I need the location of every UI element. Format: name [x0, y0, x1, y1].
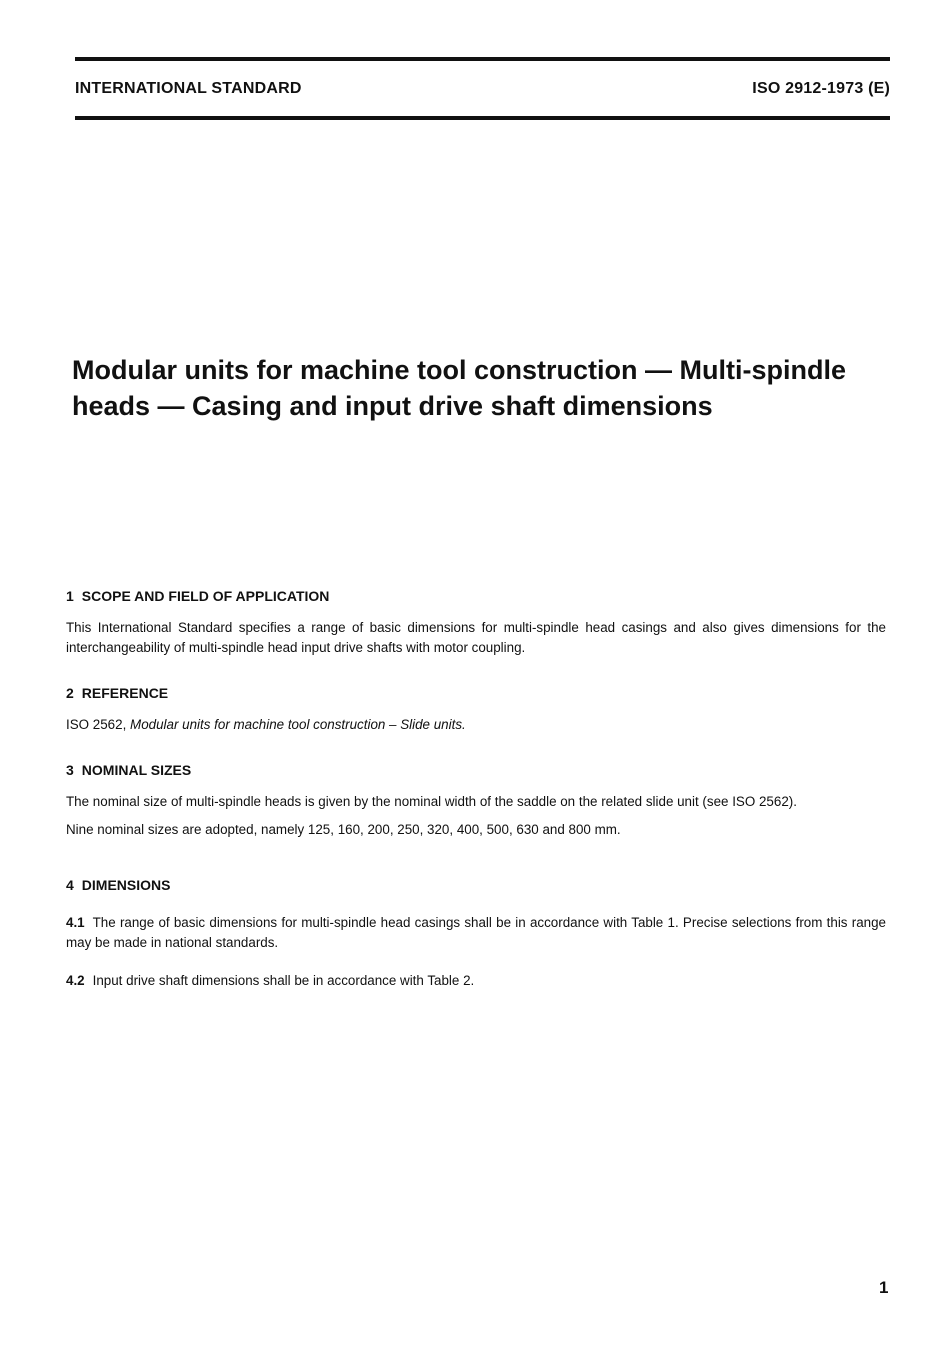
clause-number: 4.2 [66, 973, 85, 988]
header-standard-label: INTERNATIONAL STANDARD [75, 80, 302, 97]
section-heading [66, 683, 886, 703]
header-standard-number: ISO 2912-1973 (E) [752, 80, 890, 97]
section-heading [66, 760, 886, 780]
section-nominal-sizes [66, 760, 886, 848]
clause-text: The range of basic dimensions for multi-spindle head casings shall be in accordance with Table 1. Precise selections from this range may be made in national standards. [66, 915, 886, 950]
running-header [75, 80, 890, 98]
section-heading [66, 586, 886, 606]
page-number: 1 [879, 1278, 889, 1297]
header-top-rule [75, 57, 890, 61]
section-reference [66, 683, 886, 743]
section-number: 4 [66, 877, 74, 893]
reference-paragraph [66, 715, 886, 735]
section-dimensions [66, 875, 886, 999]
section-number: 1 [66, 588, 74, 604]
reference-title: Modular units for machine tool construction – Slide units. [130, 717, 466, 732]
section-number: 3 [66, 762, 74, 778]
clause-number: 4.1 [66, 915, 85, 930]
section-title: SCOPE AND FIELD OF APPLICATION [81, 588, 330, 604]
header-bottom-rule [75, 116, 890, 120]
clause-4-2 [66, 971, 886, 991]
section-heading [66, 875, 886, 895]
nominal-size-list: Nine nominal sizes are adopted, namely 125, 160, 200, 250, 320, 400, 500, 630 and 800 mm. [66, 822, 621, 837]
section-number: 2 [66, 685, 74, 701]
title-line-2: heads — Casing and input drive shaft dimensions [72, 391, 713, 421]
reference-code: ISO 2562, [66, 717, 127, 732]
scope-paragraph: This International Standard specifies a range of basic dimensions for multi-spindle head casings and also gives dimensions for the interchangeability of multi-spindle head input drive shafts with motor coupling. [66, 620, 886, 655]
section-title: NOMINAL SIZES [81, 762, 192, 778]
clause-text: Input drive shaft dimensions shall be in accordance with Table 2. [92, 973, 475, 988]
title-line-1: Modular units for machine tool construction — Multi-spindle [72, 355, 846, 385]
clause-4-1 [66, 913, 886, 953]
section-scope [66, 586, 886, 666]
section-title: DIMENSIONS [81, 877, 171, 893]
nominal-size-definition: The nominal size of multi-spindle heads is given by the nominal width of the saddle on the related slide unit (see ISO 2562). [66, 794, 797, 809]
document-title [72, 352, 902, 424]
section-title: REFERENCE [81, 685, 169, 701]
